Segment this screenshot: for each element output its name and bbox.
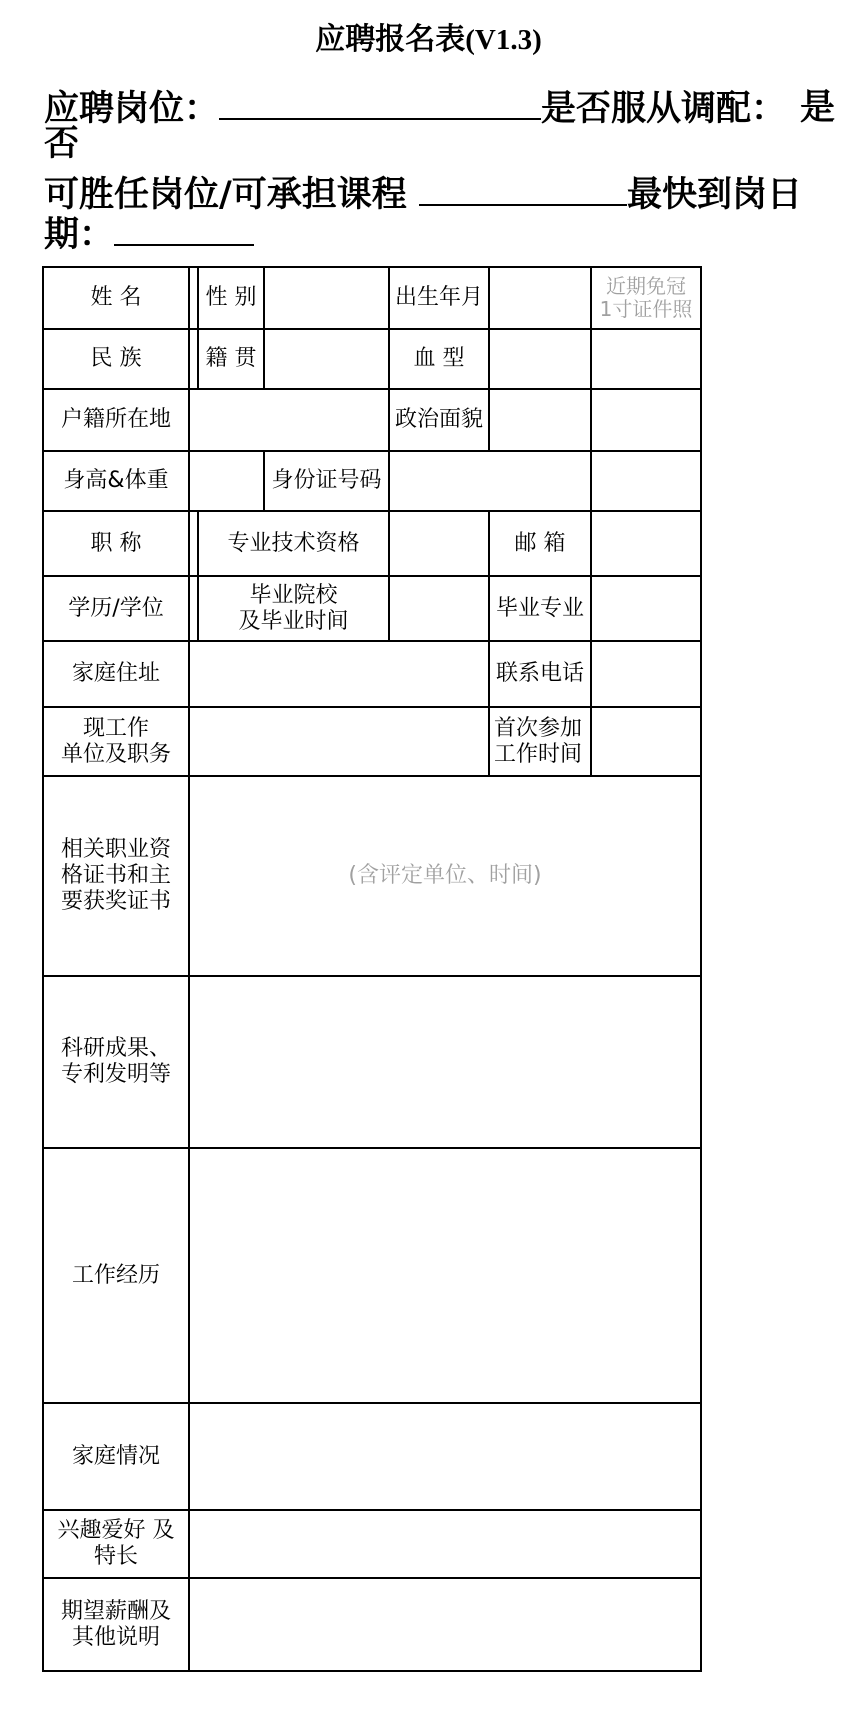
- political-value-cell[interactable]: [490, 390, 590, 450]
- label-salary: 期望薪酬及 其他说明: [60, 1598, 171, 1650]
- label-certificates: 相关职业资 格证书和主 要获奖证书: [60, 837, 171, 914]
- application-form-table: [42, 266, 702, 1672]
- position-blank[interactable]: [219, 88, 541, 120]
- label-id-number: 身份证号码: [271, 468, 382, 493]
- label-address: 家庭住址: [71, 661, 160, 686]
- label-title-rank: 职 称: [90, 530, 142, 556]
- arrival-line: [44, 214, 254, 255]
- capable-line: [44, 174, 802, 215]
- position-line: [44, 88, 786, 129]
- certificates-value-cell[interactable]: (含评定单位、时间): [348, 863, 542, 888]
- form-version: (V1.3): [465, 24, 542, 56]
- label-hobbies: 兴趣爱好 及 特长: [57, 1518, 175, 1569]
- school-value-cell[interactable]: [390, 577, 488, 640]
- capable-label: 可胜任岗位/可承担课程: [44, 175, 407, 215]
- arrival-label-part1: 最快到岗日: [626, 175, 802, 215]
- phone-value-cell[interactable]: [592, 642, 700, 706]
- form-title: [0, 14, 857, 58]
- label-phone: 联系电话: [495, 661, 584, 686]
- obey-option-no[interactable]: 否: [44, 124, 80, 164]
- family-value-cell[interactable]: [190, 1404, 700, 1509]
- work-history-value-cell[interactable]: [190, 1149, 700, 1402]
- blood-type-value-cell[interactable]: [490, 330, 590, 388]
- label-hukou: 户籍所在地: [60, 407, 171, 432]
- id-number-value-cell[interactable]: [390, 452, 590, 510]
- table-border-right: [700, 266, 702, 1672]
- obey-option-yes[interactable]: 是: [800, 88, 836, 128]
- position-label: 应聘岗位：: [44, 89, 220, 129]
- arrival-label-part2: 期：: [44, 215, 115, 255]
- research-value-cell[interactable]: [190, 977, 700, 1147]
- major-value-cell[interactable]: [592, 577, 700, 640]
- obey-label: 是否服从调配：: [541, 89, 787, 129]
- label-ethnicity: 民 族: [90, 346, 142, 371]
- label-birth: 出生年月: [394, 285, 483, 310]
- label-first-work: 首次参加 工作时间: [494, 715, 583, 767]
- label-major: 毕业专业: [495, 595, 584, 621]
- address-value-cell[interactable]: [190, 642, 488, 706]
- label-family: 家庭情况: [71, 1443, 160, 1469]
- photo-placeholder[interactable]: 近期免冠 1寸证件照: [599, 274, 693, 321]
- salary-value-cell[interactable]: [190, 1579, 700, 1670]
- label-work-history: 工作经历: [71, 1262, 160, 1288]
- label-gender: 性 别: [205, 285, 257, 310]
- label-height-weight: 身高&体重: [63, 468, 169, 493]
- first-work-value-cell[interactable]: [592, 708, 700, 775]
- hobbies-value-cell[interactable]: [190, 1511, 700, 1577]
- email-value-cell[interactable]: [592, 512, 700, 575]
- table-border-bottom: [42, 1670, 702, 1672]
- label-email: 邮 箱: [514, 530, 566, 556]
- label-current-job: 现工作 单位及职务: [60, 715, 171, 767]
- label-education: 学历/学位: [68, 595, 164, 621]
- gender-value-cell[interactable]: [265, 268, 388, 328]
- height-weight-value-cell[interactable]: [190, 452, 263, 510]
- label-blood-type: 血 型: [413, 346, 465, 371]
- label-name: 姓 名: [90, 285, 142, 310]
- label-research: 科研成果、 专利发明等: [60, 1036, 171, 1087]
- native-place-value-cell[interactable]: [265, 330, 388, 388]
- form-title-text: 应聘报名表: [315, 22, 466, 57]
- label-tech-qualification: 专业技术资格: [227, 530, 360, 556]
- arrival-blank[interactable]: [114, 214, 254, 246]
- label-school: 毕业院校 及毕业时间: [238, 582, 349, 634]
- capable-blank[interactable]: [419, 174, 627, 206]
- current-job-value-cell[interactable]: [190, 708, 488, 775]
- label-native-place: 籍 贯: [205, 346, 257, 371]
- hukou-value-cell[interactable]: [190, 390, 388, 450]
- birth-value-cell[interactable]: [490, 268, 590, 328]
- tech-qualification-value-cell[interactable]: [390, 512, 488, 575]
- label-political: 政治面貌: [394, 407, 483, 432]
